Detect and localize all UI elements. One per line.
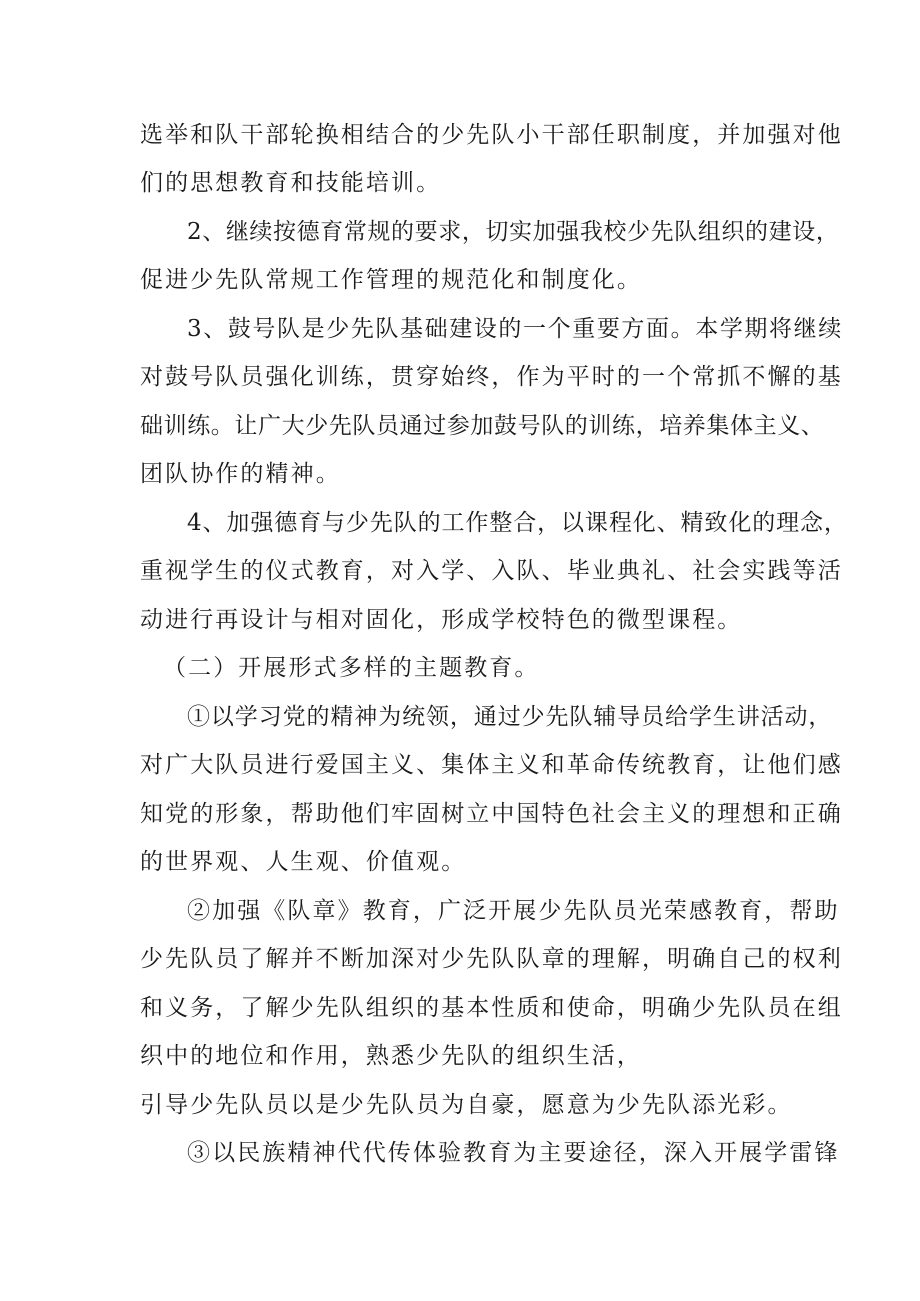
text-line: 的世界观、人生观、价值观。 — [140, 849, 467, 875]
text-line: 和义务，了解少先队组织的基本性质和使命，明确少先队员在组 — [140, 995, 843, 1021]
text-line: 对鼓号队员强化训练，贯穿始终，作为平时的一个常抓不懈的基 — [140, 364, 843, 390]
text-line: 知党的形象，帮助他们牢固树立中国特色社会主义的理想和正确 — [140, 801, 843, 827]
text-line: 团队协作的精神。 — [140, 461, 341, 487]
text-line: 织中的地位和作用，熟悉少先队的组织生活， — [140, 1043, 642, 1069]
text-line: ③以民族精神代代传体验教育为主要途径，深入开展学雷锋 — [187, 1140, 840, 1166]
text-line: ①以学习党的精神为统领，通过少先队辅导员给学生讲活动， — [187, 704, 833, 730]
text-line: 重视学生的仪式教育，对入学、入队、毕业典礼、社会实践等活 — [140, 558, 843, 584]
text-line: 引导少先队员以是少先队员为自豪，愿意为少先队添光彩。 — [140, 1092, 793, 1118]
text-line: 3、鼓号队是少先队基础建设的一个重要方面。本学期将继续 — [187, 316, 843, 342]
text-line: 2、继续按德育常规的要求，切实加强我校少先队组织的建设， — [187, 219, 840, 245]
text-line: 础训练。让广大少先队员通过参加鼓号队的训练，培养集体主义、 — [140, 413, 825, 439]
text-line: 动进行再设计与相对固化，形成学校特色的微型课程。 — [140, 607, 743, 633]
text-line: 少先队员了解并不断加深对少先队队章的理解，明确自己的权利 — [140, 946, 843, 972]
section-heading: （二）开展形式多样的主题教育。 — [163, 655, 540, 681]
text-line: 4、加强德育与少先队的工作整合，以课程化、精致化的理念， — [187, 510, 848, 536]
text-line: 对广大队员进行爱国主义、集体主义和革命传统教育，让他们感 — [140, 752, 843, 778]
text-line: 促进少先队常规工作管理的规范化和制度化。 — [140, 267, 642, 293]
text-line: 选举和队干部轮换相结合的少先队小干部任职制度，并加强对他 — [140, 122, 843, 148]
text-line: 们的思想教育和技能培训。 — [140, 170, 442, 196]
text-line: ②加强《队章》教育，广泛开展少先队员光荣感教育，帮助 — [187, 898, 840, 924]
